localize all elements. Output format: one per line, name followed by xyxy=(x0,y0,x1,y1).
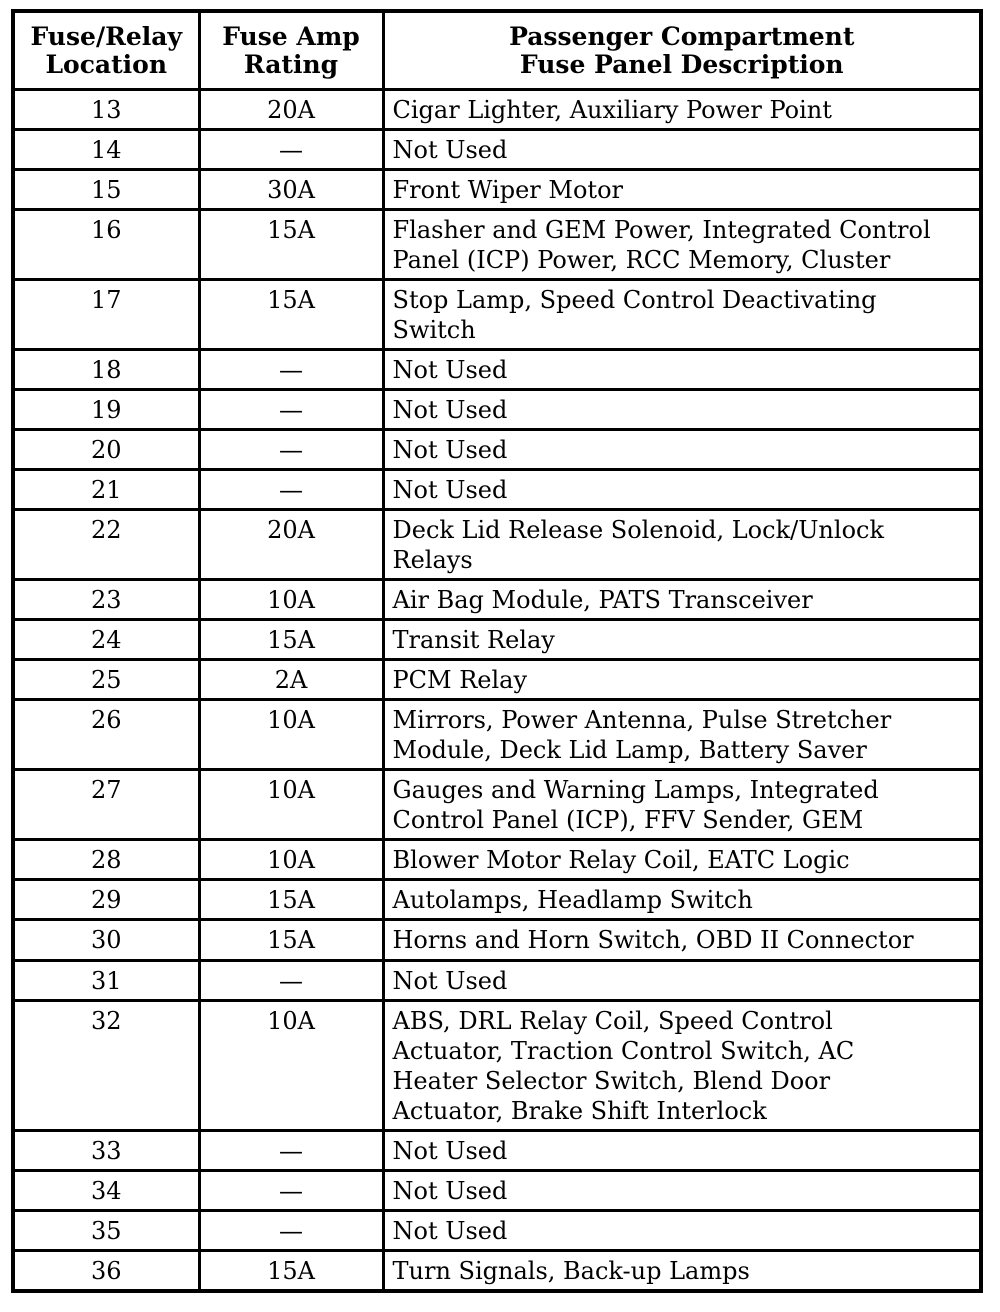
table-row xyxy=(15,169,979,209)
location-cell: 33 xyxy=(15,1130,199,1170)
fuse-table-frame xyxy=(11,9,983,1293)
table-row xyxy=(15,349,979,389)
amp-rating-cell: 10A xyxy=(199,840,383,880)
amp-rating-cell: 15A xyxy=(199,209,383,279)
table-row xyxy=(15,429,979,469)
location-cell: 29 xyxy=(15,880,199,920)
table-row xyxy=(15,469,979,509)
description-cell: Not Used xyxy=(383,960,979,1000)
description-cell: ABS, DRL Relay Coil, Speed Control Actuator, Traction Control Switch, AC Heater Selector Switch, Blend Door Actuator, Brake Shift Interlock xyxy=(383,1000,979,1130)
description-cell: Transit Relay xyxy=(383,620,979,660)
description-cell: PCM Relay xyxy=(383,660,979,700)
table-row xyxy=(15,840,979,880)
location-cell: 16 xyxy=(15,209,199,279)
table-row xyxy=(15,620,979,660)
location-cell: 28 xyxy=(15,840,199,880)
location-cell: 35 xyxy=(15,1210,199,1250)
description-cell: Flasher and GEM Power, Integrated Control Panel (ICP) Power, RCC Memory, Cluster xyxy=(383,209,979,279)
table-row xyxy=(15,1210,979,1250)
description-cell: Mirrors, Power Antenna, Pulse Stretcher Module, Deck Lid Lamp, Battery Saver xyxy=(383,700,979,770)
amp-rating-cell: 30A xyxy=(199,169,383,209)
table-row xyxy=(15,509,979,579)
location-cell: 23 xyxy=(15,580,199,620)
description-cell: Not Used xyxy=(383,1170,979,1210)
amp-rating-cell: 10A xyxy=(199,700,383,770)
header-location: Fuse/Relay Location xyxy=(15,13,199,89)
description-cell: Not Used xyxy=(383,429,979,469)
table-row xyxy=(15,700,979,770)
amp-rating-cell: — xyxy=(199,1130,383,1170)
header-description: Passenger Compartment Fuse Panel Description xyxy=(383,13,979,89)
location-cell: 17 xyxy=(15,279,199,349)
description-cell: Air Bag Module, PATS Transceiver xyxy=(383,580,979,620)
location-cell: 15 xyxy=(15,169,199,209)
table-header-row xyxy=(15,13,979,89)
amp-rating-cell: 20A xyxy=(199,509,383,579)
location-cell: 26 xyxy=(15,700,199,770)
amp-rating-cell: — xyxy=(199,349,383,389)
table-row xyxy=(15,209,979,279)
table-row xyxy=(15,920,979,960)
location-cell: 36 xyxy=(15,1250,199,1289)
description-cell: Not Used xyxy=(383,1210,979,1250)
location-cell: 13 xyxy=(15,89,199,129)
location-cell: 20 xyxy=(15,429,199,469)
description-cell: Blower Motor Relay Coil, EATC Logic xyxy=(383,840,979,880)
description-cell: Cigar Lighter, Auxiliary Power Point xyxy=(383,89,979,129)
table-row xyxy=(15,1000,979,1130)
amp-rating-cell: 10A xyxy=(199,770,383,840)
amp-rating-cell: 15A xyxy=(199,620,383,660)
description-cell: Turn Signals, Back-up Lamps xyxy=(383,1250,979,1289)
table-row xyxy=(15,1250,979,1289)
amp-rating-cell: — xyxy=(199,960,383,1000)
description-cell: Horns and Horn Switch, OBD II Connector xyxy=(383,920,979,960)
amp-rating-cell: 15A xyxy=(199,1250,383,1289)
fuse-table xyxy=(15,13,979,1289)
location-cell: 31 xyxy=(15,960,199,1000)
table-row xyxy=(15,770,979,840)
description-cell: Not Used xyxy=(383,1130,979,1170)
description-cell: Deck Lid Release Solenoid, Lock/Unlock Relays xyxy=(383,509,979,579)
location-cell: 27 xyxy=(15,770,199,840)
location-cell: 30 xyxy=(15,920,199,960)
amp-rating-cell: 15A xyxy=(199,920,383,960)
description-cell: Not Used xyxy=(383,129,979,169)
table-row xyxy=(15,129,979,169)
amp-rating-cell: — xyxy=(199,129,383,169)
table-body xyxy=(15,89,979,1289)
amp-rating-cell: — xyxy=(199,429,383,469)
location-cell: 18 xyxy=(15,349,199,389)
table-row xyxy=(15,1130,979,1170)
amp-rating-cell: — xyxy=(199,469,383,509)
header-amp-rating: Fuse Amp Rating xyxy=(199,13,383,89)
amp-rating-cell: 2A xyxy=(199,660,383,700)
table-row xyxy=(15,389,979,429)
location-cell: 14 xyxy=(15,129,199,169)
table-row xyxy=(15,880,979,920)
location-cell: 22 xyxy=(15,509,199,579)
amp-rating-cell: 15A xyxy=(199,880,383,920)
location-cell: 34 xyxy=(15,1170,199,1210)
location-cell: 32 xyxy=(15,1000,199,1130)
amp-rating-cell: — xyxy=(199,1210,383,1250)
table-row xyxy=(15,1170,979,1210)
table-row xyxy=(15,960,979,1000)
amp-rating-cell: 10A xyxy=(199,580,383,620)
location-cell: 21 xyxy=(15,469,199,509)
amp-rating-cell: 20A xyxy=(199,89,383,129)
amp-rating-cell: — xyxy=(199,389,383,429)
description-cell: Not Used xyxy=(383,389,979,429)
amp-rating-cell: 10A xyxy=(199,1000,383,1130)
location-cell: 25 xyxy=(15,660,199,700)
description-cell: Not Used xyxy=(383,349,979,389)
description-cell: Front Wiper Motor xyxy=(383,169,979,209)
table-row xyxy=(15,660,979,700)
description-cell: Gauges and Warning Lamps, Integrated Control Panel (ICP), FFV Sender, GEM xyxy=(383,770,979,840)
amp-rating-cell: — xyxy=(199,1170,383,1210)
description-cell: Stop Lamp, Speed Control Deactivating Switch xyxy=(383,279,979,349)
description-cell: Not Used xyxy=(383,469,979,509)
location-cell: 19 xyxy=(15,389,199,429)
table-row xyxy=(15,279,979,349)
location-cell: 24 xyxy=(15,620,199,660)
table-row xyxy=(15,89,979,129)
description-cell: Autolamps, Headlamp Switch xyxy=(383,880,979,920)
amp-rating-cell: 15A xyxy=(199,279,383,349)
table-row xyxy=(15,580,979,620)
